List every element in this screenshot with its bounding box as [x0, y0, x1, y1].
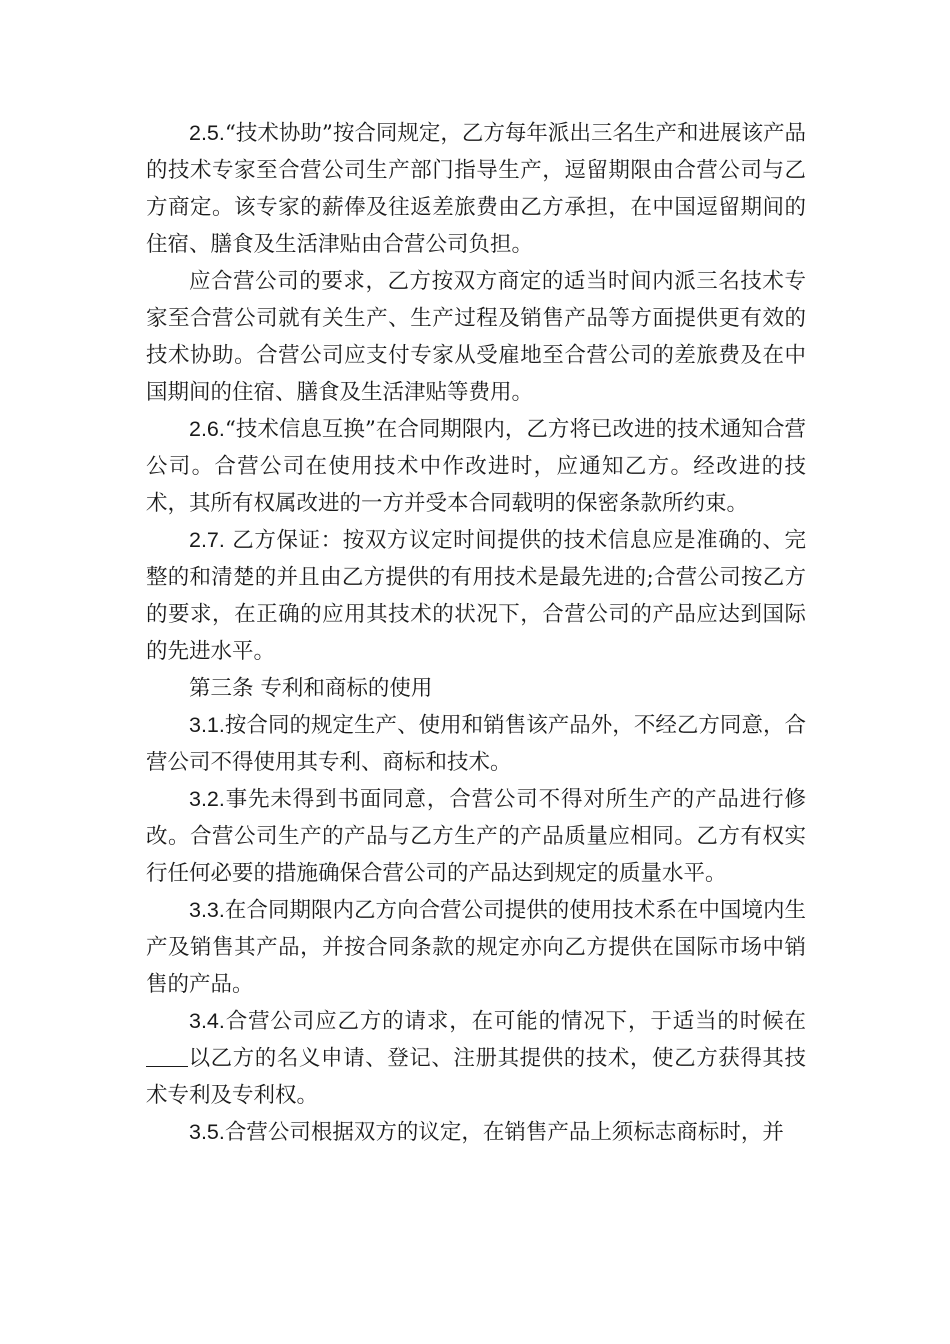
clause-number: 3.1.	[189, 713, 225, 737]
clause-number: 3.4.	[189, 1009, 225, 1033]
clause-2-5-continued	[146, 263, 806, 411]
clause-3-3	[146, 892, 806, 1003]
clause-number: 2.6.	[189, 417, 225, 441]
clause-3-1	[146, 707, 806, 781]
clause-text: 在合同期限内乙方向合营公司提供的使用技术系在中国境内生产及销售其产品，并按合同条款的规定亦向乙方提供在国际市场中销售的产品。	[146, 898, 806, 997]
clause-2-7	[146, 522, 806, 670]
clause-2-6	[146, 411, 806, 522]
clause-text: 事先未得到书面同意，合营公司不得对所生产的产品进行修改。合营公司生产的产品与乙方生产的产品质量应相同。乙方有权实行任何必要的措施确保合营公司的产品达到规定的质量水平。	[146, 787, 806, 886]
clause-text: 应合营公司的要求，乙方按双方商定的适当时间内派三名技术专家至合营公司就有关生产、生产过程及销售产品等方面提供更有效的技术协助。合营公司应支付专家从受雇地至合营公司的差旅费及在中国期间的住宿、膳食及生活津贴等费用。	[146, 269, 806, 405]
clause-3-2	[146, 781, 806, 892]
clause-number: 3.2.	[189, 787, 225, 811]
clause-text-after-blank: 以乙方的名义申请、登记、注册其提供的技术，使乙方获得其技术专利及专利权。	[146, 1046, 806, 1108]
clause-number: 3.5.	[189, 1120, 225, 1144]
clause-text: 按合同的规定生产、使用和销售该产品外，不经乙方同意，合营公司不得使用其专利、商标和技术。	[146, 713, 806, 775]
clause-number: 2.7.	[189, 528, 225, 552]
document-body	[146, 115, 806, 1151]
clause-2-5	[146, 115, 806, 263]
clause-3-5	[146, 1114, 806, 1151]
fill-in-blank	[146, 1045, 188, 1068]
clause-text: 合营公司应乙方的请求，在可能的情况下，于适当的时候在	[224, 1009, 806, 1034]
clause-number: 3.3.	[189, 898, 225, 922]
article-3-heading	[146, 670, 806, 707]
clause-text: “技术协助”按合同规定，乙方每年派出三名生产和进展该产品的技术专家至合营公司生产部门指导生产，逗留期限由合营公司与乙方商定。该专家的薪俸及往返差旅费由乙方承担，在中国逗留期间的住宿、膳食及生活津贴由合营公司负担。	[146, 121, 806, 257]
clause-text: 乙方保证：按双方议定时间提供的技术信息应是准确的、完整的和清楚的并且由乙方提供的有用技术是最先进的;合营公司按乙方的要求，在正确的应用其技术的状况下，合营公司的产品应达到国际的先进水平。	[146, 528, 806, 664]
clause-text: 合营公司根据双方的议定，在销售产品上须标志商标时，并	[224, 1120, 784, 1145]
clause-3-4	[146, 1003, 806, 1114]
article-heading-text: 第三条 专利和商标的使用	[189, 676, 433, 701]
clause-text: “技术信息互换”在合同期限内，乙方将已改进的技术通知合营公司。合营公司在使用技术中作改进时，应通知乙方。经改进的技术，其所有权属改进的一方并受本合同载明的保密条款所约束。	[146, 417, 806, 516]
clause-number: 2.5.	[189, 121, 225, 145]
